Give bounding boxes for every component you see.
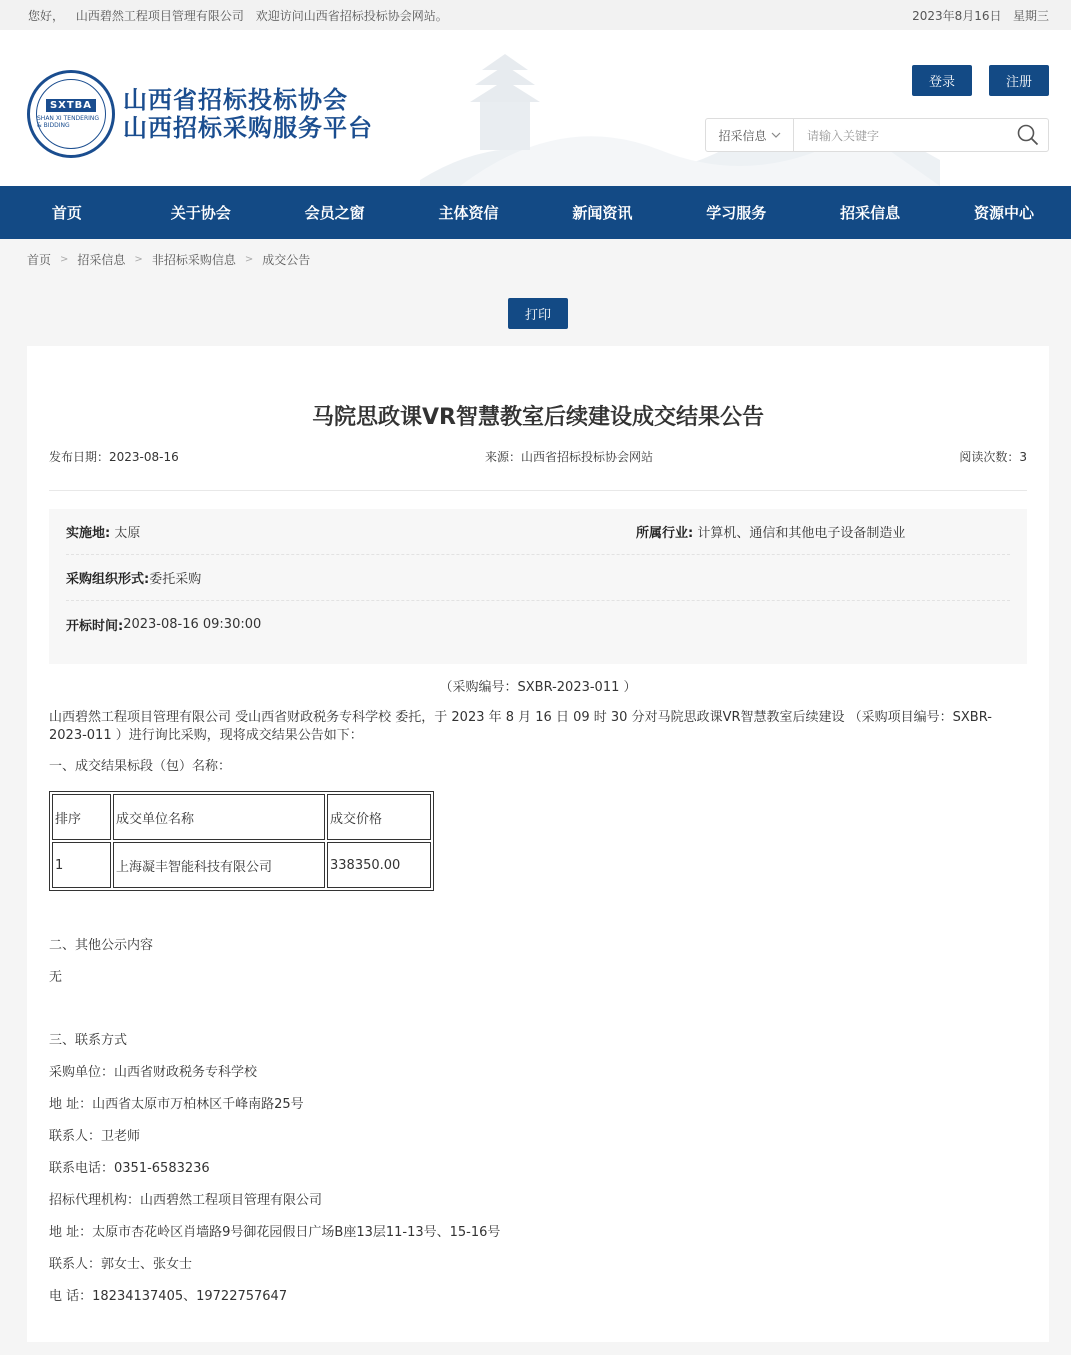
contact-line: 电 话：18234137405、19722757647 — [49, 1289, 288, 1304]
top-bar-date — [912, 7, 1049, 24]
article-source: 来源：山西省招标投标协会网站 — [485, 450, 654, 464]
seal-ring-text: SHAN XI TENDERING & BIDDING — [37, 115, 100, 129]
welcome-text: 欢迎访问山西省招标投标协会网站。 — [255, 8, 448, 23]
table-header-cell: 成交价格 — [327, 794, 431, 840]
article-title: 马院思政课VR智慧教室后续建设成交结果公告 — [312, 405, 764, 430]
open-time-label: 开标时间: — [66, 618, 124, 634]
section-other-heading: 二、其他公示内容 — [49, 938, 154, 953]
org-form-label: 采购组织形式: — [66, 572, 150, 587]
greeting-text: 您好， — [28, 8, 65, 23]
nav-learning[interactable]: 学习服务 — [706, 204, 767, 222]
org-form-value: 委托采购 — [149, 572, 202, 587]
search-category-select[interactable] — [706, 119, 794, 151]
seal-abbreviation: SXTBA — [46, 99, 96, 112]
nav-procurement[interactable]: 招采信息 — [840, 204, 901, 222]
chevron-right-icon: > — [134, 253, 143, 265]
contact-line: 联系电话：0351-6583236 — [49, 1161, 210, 1176]
nav-about[interactable]: 关于协会 — [170, 204, 231, 222]
register-button[interactable]: 注册 — [989, 65, 1049, 96]
nav-members[interactable]: 会员之窗 — [304, 204, 365, 222]
table-header-cell: 成交单位名称 — [113, 794, 325, 840]
search-input[interactable]: 请输入关键字 — [807, 128, 880, 143]
site-header — [0, 30, 1071, 186]
nav-home[interactable]: 首页 — [51, 204, 82, 222]
table-header-cell: 排序 — [52, 794, 111, 840]
contact-line: 联系人：郭女士、张女士 — [49, 1257, 193, 1272]
site-titles — [123, 86, 373, 142]
view-count: 阅读次数：3 — [959, 450, 1027, 464]
publish-date: 发布日期：2023-08-16 — [49, 450, 179, 464]
intro-paragraph: 山西碧然工程项目管理有限公司 受山西省财政税务专科学校 委托，于 2023 年 8 月 16 日 09 时 30 分对马院思政课VR智慧教室后续建设 （采购项目编号：SXBR-2023-011 ）进行询比采购，现将成交结果公告如下： — [49, 710, 992, 743]
chevron-down-icon — [771, 132, 781, 138]
chevron-right-icon: > — [60, 253, 69, 265]
current-date: 2023年8月16日 — [912, 8, 1002, 23]
project-number: （采购编号：SXBR-2023-011 ） — [439, 680, 637, 695]
breadcrumb-procurement[interactable]: 招采信息 — [77, 252, 126, 267]
table-header-row — [52, 794, 431, 840]
industry-label: 所属行业: — [636, 526, 694, 541]
info-row — [66, 601, 1010, 647]
search-icon — [1017, 124, 1039, 146]
location-value: 太原 — [114, 526, 141, 541]
print-button[interactable]: 打印 — [508, 298, 568, 329]
article-meta — [49, 448, 1027, 464]
current-weekday: 星期三 — [1012, 8, 1049, 23]
main-nav — [0, 186, 1071, 239]
nav-resources[interactable]: 资源中心 — [974, 204, 1035, 222]
contact-line: 地 址：山西省太原市万柏林区千峰南路25号 — [49, 1097, 304, 1112]
search-category-label: 招采信息 — [718, 128, 767, 143]
contact-line: 采购单位：山西省财政税务专科学校 — [49, 1065, 258, 1080]
article-card — [27, 346, 1049, 1342]
breadcrumb-home[interactable]: 首页 — [27, 252, 52, 267]
contact-line: 联系人：卫老师 — [49, 1129, 141, 1144]
table-row — [52, 842, 431, 888]
open-time-value: 2023-08-16 09:30:00 — [123, 616, 262, 632]
table-cell: 1 — [52, 842, 111, 888]
breadcrumb — [0, 239, 1071, 279]
site-title-secondary: 山西招标采购服务平台 — [123, 114, 373, 142]
nav-credit[interactable]: 主体资信 — [438, 204, 499, 222]
location-label: 实施地: — [66, 526, 111, 541]
section-other-content: 无 — [49, 970, 63, 985]
search-bar — [705, 118, 1049, 152]
info-row — [66, 555, 1010, 601]
pavilion-background-icon — [420, 40, 940, 186]
association-seal-icon — [27, 70, 115, 158]
project-info-box — [49, 509, 1027, 664]
industry-value: 计算机、通信和其他电子设备制造业 — [697, 526, 906, 541]
meta-divider — [49, 490, 1027, 491]
user-company: 山西碧然工程项目管理有限公司 — [75, 8, 244, 23]
section-result-heading: 一、成交结果标段（包）名称： — [49, 759, 232, 774]
nav-news[interactable]: 新闻资讯 — [572, 204, 633, 222]
top-bar-greeting — [28, 7, 456, 24]
contact-line: 地 址：太原市杏花岭区肖墙路9号御花园假日广场B座13层11-13号、15-16号 — [49, 1225, 501, 1240]
login-button[interactable]: 登录 — [912, 65, 972, 96]
article-body — [49, 679, 1027, 1306]
contact-line: 招标代理机构：山西碧然工程项目管理有限公司 — [49, 1193, 323, 1208]
top-bar — [0, 0, 1071, 30]
breadcrumb-non-tender[interactable]: 非招标采购信息 — [151, 252, 236, 267]
site-logo[interactable] — [27, 70, 373, 158]
table-cell: 338350.00 — [327, 842, 431, 888]
table-cell: 上海凝丰智能科技有限公司 — [113, 842, 325, 888]
chevron-right-icon: > — [244, 253, 254, 265]
result-table — [49, 791, 434, 891]
info-row — [66, 509, 1010, 555]
site-title-primary: 山西省招标投标协会 — [123, 86, 348, 114]
section-contact-heading: 三、联系方式 — [49, 1033, 128, 1048]
search-button[interactable] — [1008, 124, 1048, 146]
breadcrumb-current: 成交公告 — [262, 252, 311, 267]
